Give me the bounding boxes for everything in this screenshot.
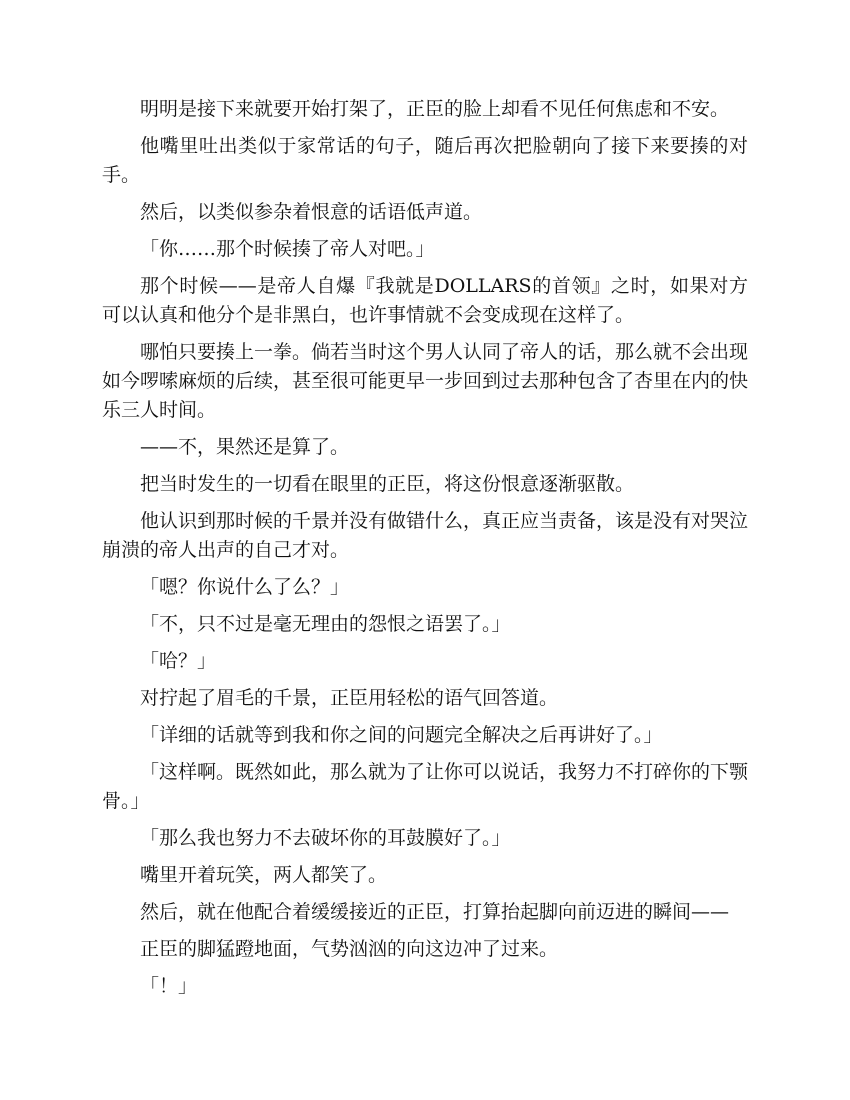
paragraph: 然后，以类似参杂着恨意的话语低声道。 — [140, 201, 483, 223]
paragraph: ——不，果然还是算了。 — [140, 436, 350, 458]
paragraph: 把当时发生的一切看在眼里的正臣，将这份恨意逐渐驱散。 — [140, 473, 635, 495]
document-body — [102, 95, 748, 1009]
paragraph: 正臣的脚猛蹬地面，气势汹汹的向这边冲了过来。 — [140, 938, 559, 960]
dialogue-line: 「不，只不过是毫无理由的怨恨之语罢了。」 — [140, 613, 511, 635]
paragraph: 然后，就在他配合着缓缓接近的正臣，打算抬起脚向前迈进的瞬间—— — [140, 901, 730, 923]
paragraph: 他嘴里吐出类似于家常话的句子，随后再次把脸朝向了接下来要揍的对手。 — [102, 135, 748, 186]
dialogue-line: 「嗯？你说什么了么？」 — [140, 576, 350, 598]
dialogue-line: 「你……那个时候揍了帝人对吧。」 — [140, 238, 435, 260]
dialogue-line: 「！」 — [140, 975, 198, 997]
dialogue-line: 「详细的话就等到我和你之间的问题完全解决之后再讲好了。」 — [140, 724, 663, 746]
paragraph: 嘴里开着玩笑，两人都笑了。 — [140, 864, 388, 886]
paragraph: 对拧起了眉毛的千景，正臣用轻松的语气回答道。 — [140, 687, 559, 709]
dialogue-line: 「那么我也努力不去破坏你的耳鼓膜好了。」 — [140, 827, 511, 849]
dialogue-line: 「这样啊。既然如此，那么就为了让你可以说话，我努力不打碎你的下颚骨。」 — [102, 761, 749, 812]
dialogue-line: 「哈？」 — [140, 650, 217, 672]
paragraph: 明明是接下来就要开始打架了，正臣的脸上却看不见任何焦虑和不安。 — [140, 98, 730, 120]
paragraph: 那个时候——是帝人自爆『我就是DOLLARS的首领』之时，如果对方可以认真和他分个是非黑白，也许事情就不会变成现在这样了。 — [102, 275, 748, 326]
paragraph: 哪怕只要揍上一拳。倘若当时这个男人认同了帝人的话，那么就不会出现如今啰嗦麻烦的后续，甚至很可能更早一步回到过去那种包含了杏里在内的快乐三人时间。 — [102, 341, 749, 421]
paragraph: 他认识到那时候的千景并没有做错什么，真正应当责备，该是没有对哭泣崩溃的帝人出声的自己才对。 — [102, 510, 749, 561]
